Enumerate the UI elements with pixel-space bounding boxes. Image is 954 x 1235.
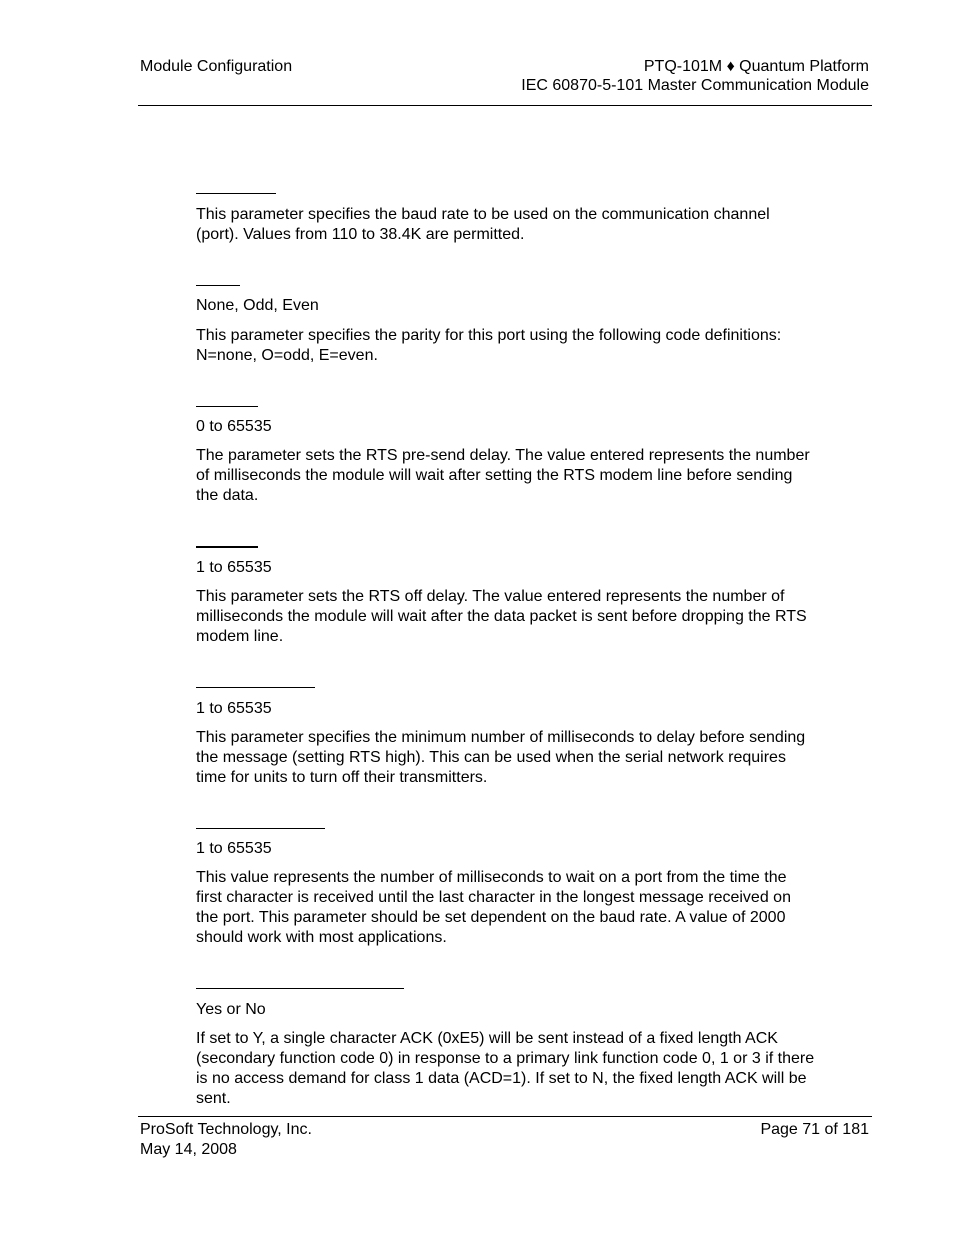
param-range: Yes or No	[196, 1001, 266, 1018]
header-product	[521, 57, 869, 95]
param-description: This parameter specifies the baud rate to be used on the communication channel (port). Values from 110 to 38.4K are permitted.	[196, 206, 770, 243]
param-description: This parameter sets the RTS off delay. The value entered represents the number of milliseconds the module will wait after the data packet is sent before dropping the RTS modem line.	[196, 588, 807, 645]
param-range: 1 to 65535	[196, 840, 272, 857]
param-description: If set to Y, a single character ACK (0xE5) will be sent instead of a fixed length ACK (secondary function code 0) in response to a primary link function code 0, 1 or 3 if there is no access demand for class 1 data (ACD=1). If set to N, the fixed length ACK will be sent.	[196, 1030, 815, 1107]
param-range: 1 to 65535	[196, 700, 272, 717]
param-heading-rule	[196, 285, 240, 286]
param-description: This parameter specifies the minimum number of milliseconds to delay before sending the message (setting RTS high). This can be used when the serial network requires time for units to turn off their transmitters.	[196, 729, 806, 786]
param-range: 0 to 65535	[196, 418, 272, 435]
header-divider	[138, 105, 872, 106]
param-description: The parameter sets the RTS pre-send delay. The value entered represents the number of milliseconds the module will wait after setting the RTS modem line before sending the data.	[196, 447, 810, 504]
footer-company: ProSoft Technology, Inc.	[140, 1121, 312, 1138]
param-description: This parameter specifies the parity for this port using the following code definitions: N=none, O=odd, E=even.	[196, 327, 782, 364]
param-heading-rule	[196, 828, 325, 829]
footer-page-number: Page 71 of 181	[760, 1121, 869, 1138]
footer-date: May 14, 2008	[140, 1141, 237, 1158]
param-heading-rule	[196, 988, 404, 989]
param-range: None, Odd, Even	[196, 297, 319, 314]
page-footer	[140, 1120, 312, 1160]
param-heading-rule	[196, 546, 258, 548]
param-heading-rule	[196, 193, 276, 194]
param-heading-rule	[196, 687, 315, 688]
param-range: 1 to 65535	[196, 559, 272, 576]
header-section-title: Module Configuration	[140, 58, 293, 75]
header-product-line1: PTQ-101M ♦ Quantum Platform	[643, 58, 869, 75]
param-description: This value represents the number of milliseconds to wait on a port from the time the first character is received until the last character in the longest message received on the port. This parameter should be set dependent on the baud rate. A value of 2000 should work with most applications.	[196, 869, 791, 946]
header-product-line2: IEC 60870-5-101 Master Communication Module	[521, 77, 869, 94]
footer-divider	[138, 1116, 872, 1117]
param-heading-rule	[196, 406, 258, 407]
